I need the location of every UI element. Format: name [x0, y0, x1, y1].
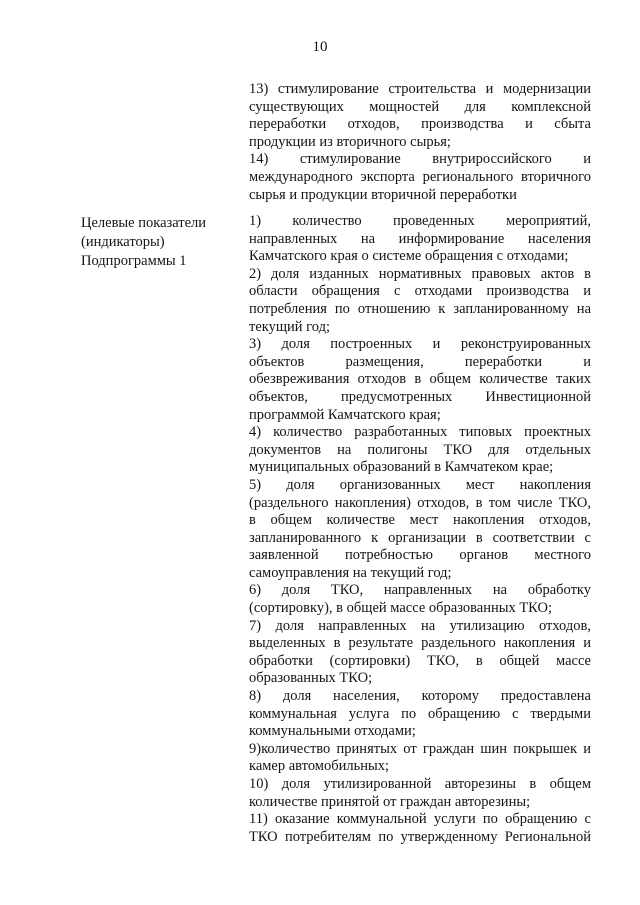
- indicator-line: муниципальных образований в Камчатеком крае;: [249, 459, 554, 476]
- text-line: продукции из вторичного сырья;: [249, 133, 451, 150]
- indicator-line: объектов, предусмотренных Инвестиционной: [249, 388, 591, 405]
- indicator-line: образованных ТКО;: [249, 670, 373, 687]
- indicator-line: 1) количество проведенных мероприятий,: [249, 213, 591, 229]
- indicator-line: 11) оказание коммунальной услуги по обращению с: [249, 811, 591, 828]
- indicator-line: 10) доля утилизированной авторезины в общем: [249, 776, 591, 792]
- text-line: международного экспорта регионального вторичного: [249, 168, 591, 185]
- indicators-list: [249, 213, 591, 846]
- indicator-line: ТКО потребителям по утвержденному Региональной: [249, 828, 591, 845]
- indicator-line: обезвреживания отходов в общем количестве таких: [249, 371, 591, 388]
- section-label: [81, 214, 231, 271]
- section-label-line: Целевые показатели: [81, 215, 207, 231]
- indicator-line: (сортировку), в общей массе образованных ТКО;: [249, 600, 552, 617]
- indicator-line: 9)количество принятых от граждан шин покрышек и: [249, 740, 591, 757]
- indicator-line: документов на полигоны ТКО для отдельных: [249, 441, 591, 458]
- indicator-line: объектов размещения, переработки и: [249, 353, 591, 370]
- indicator-line: текущий год;: [249, 318, 330, 335]
- text-line: сырья и продукции вторичной переработки: [249, 186, 517, 203]
- indicator-line: самоуправления на текущий год;: [249, 564, 452, 581]
- indicator-line: обработки (сортировки) ТКО, в общей массе: [249, 652, 591, 669]
- page-number: 10: [312, 39, 328, 55]
- indicator-line: запланированного к организации в соответствии с: [249, 529, 591, 546]
- indicator-line: 4) количество разработанных типовых проектных: [249, 424, 591, 441]
- indicator-line: 8) доля населения, которому предоставлена: [249, 688, 591, 705]
- indicator-line: 3) доля построенных и реконструированных: [249, 336, 591, 353]
- indicator-line: 5) доля организованных мест накопления: [249, 476, 591, 493]
- text-line: 13) стимулирование строительства и модернизации: [249, 81, 591, 97]
- indicator-line: количестве принятой от граждан авторезины;: [249, 793, 531, 810]
- indicator-line: программой Камчатского края;: [249, 406, 441, 423]
- text-line: существующих мощностей для комплексной: [249, 98, 591, 115]
- indicator-line: выделенных в результате раздельного накопления и: [249, 635, 591, 652]
- indicator-line: заявленной потребностью органов местного: [249, 547, 591, 564]
- continuation-text: [249, 81, 591, 204]
- indicator-line: (раздельного накопления) отходов, в том числе ТКО,: [249, 494, 591, 511]
- indicator-line: коммунальными отходами;: [249, 723, 416, 740]
- indicator-line: камер автомобильных;: [249, 758, 389, 775]
- indicator-line: 2) доля изданных нормативных правовых актов в: [249, 265, 591, 282]
- text-line: 14) стимулирование внутрироссийского и: [249, 151, 591, 168]
- indicator-line: 6) доля ТКО, направленных на обработку: [249, 582, 591, 599]
- indicator-line: 7) доля направленных на утилизацию отходов,: [249, 617, 591, 634]
- indicator-line: Камчатского края о системе обращения с отходами;: [249, 248, 569, 265]
- indicator-line: направленных на информирование населения: [249, 230, 591, 247]
- indicator-line: области обращения с отходами производства и: [249, 283, 591, 300]
- indicator-line: коммунальная услуга по обращению с твердыми: [249, 705, 591, 722]
- text-line: переработки отходов, производства и сбыта: [249, 116, 591, 133]
- section-label-line: (индикаторы): [81, 234, 165, 250]
- indicator-line: потребления по отношению к запланированному на: [249, 300, 591, 317]
- indicator-line: в общем количестве мест накопления отходов,: [249, 512, 591, 529]
- section-label-line: Подпрограммы 1: [81, 253, 187, 269]
